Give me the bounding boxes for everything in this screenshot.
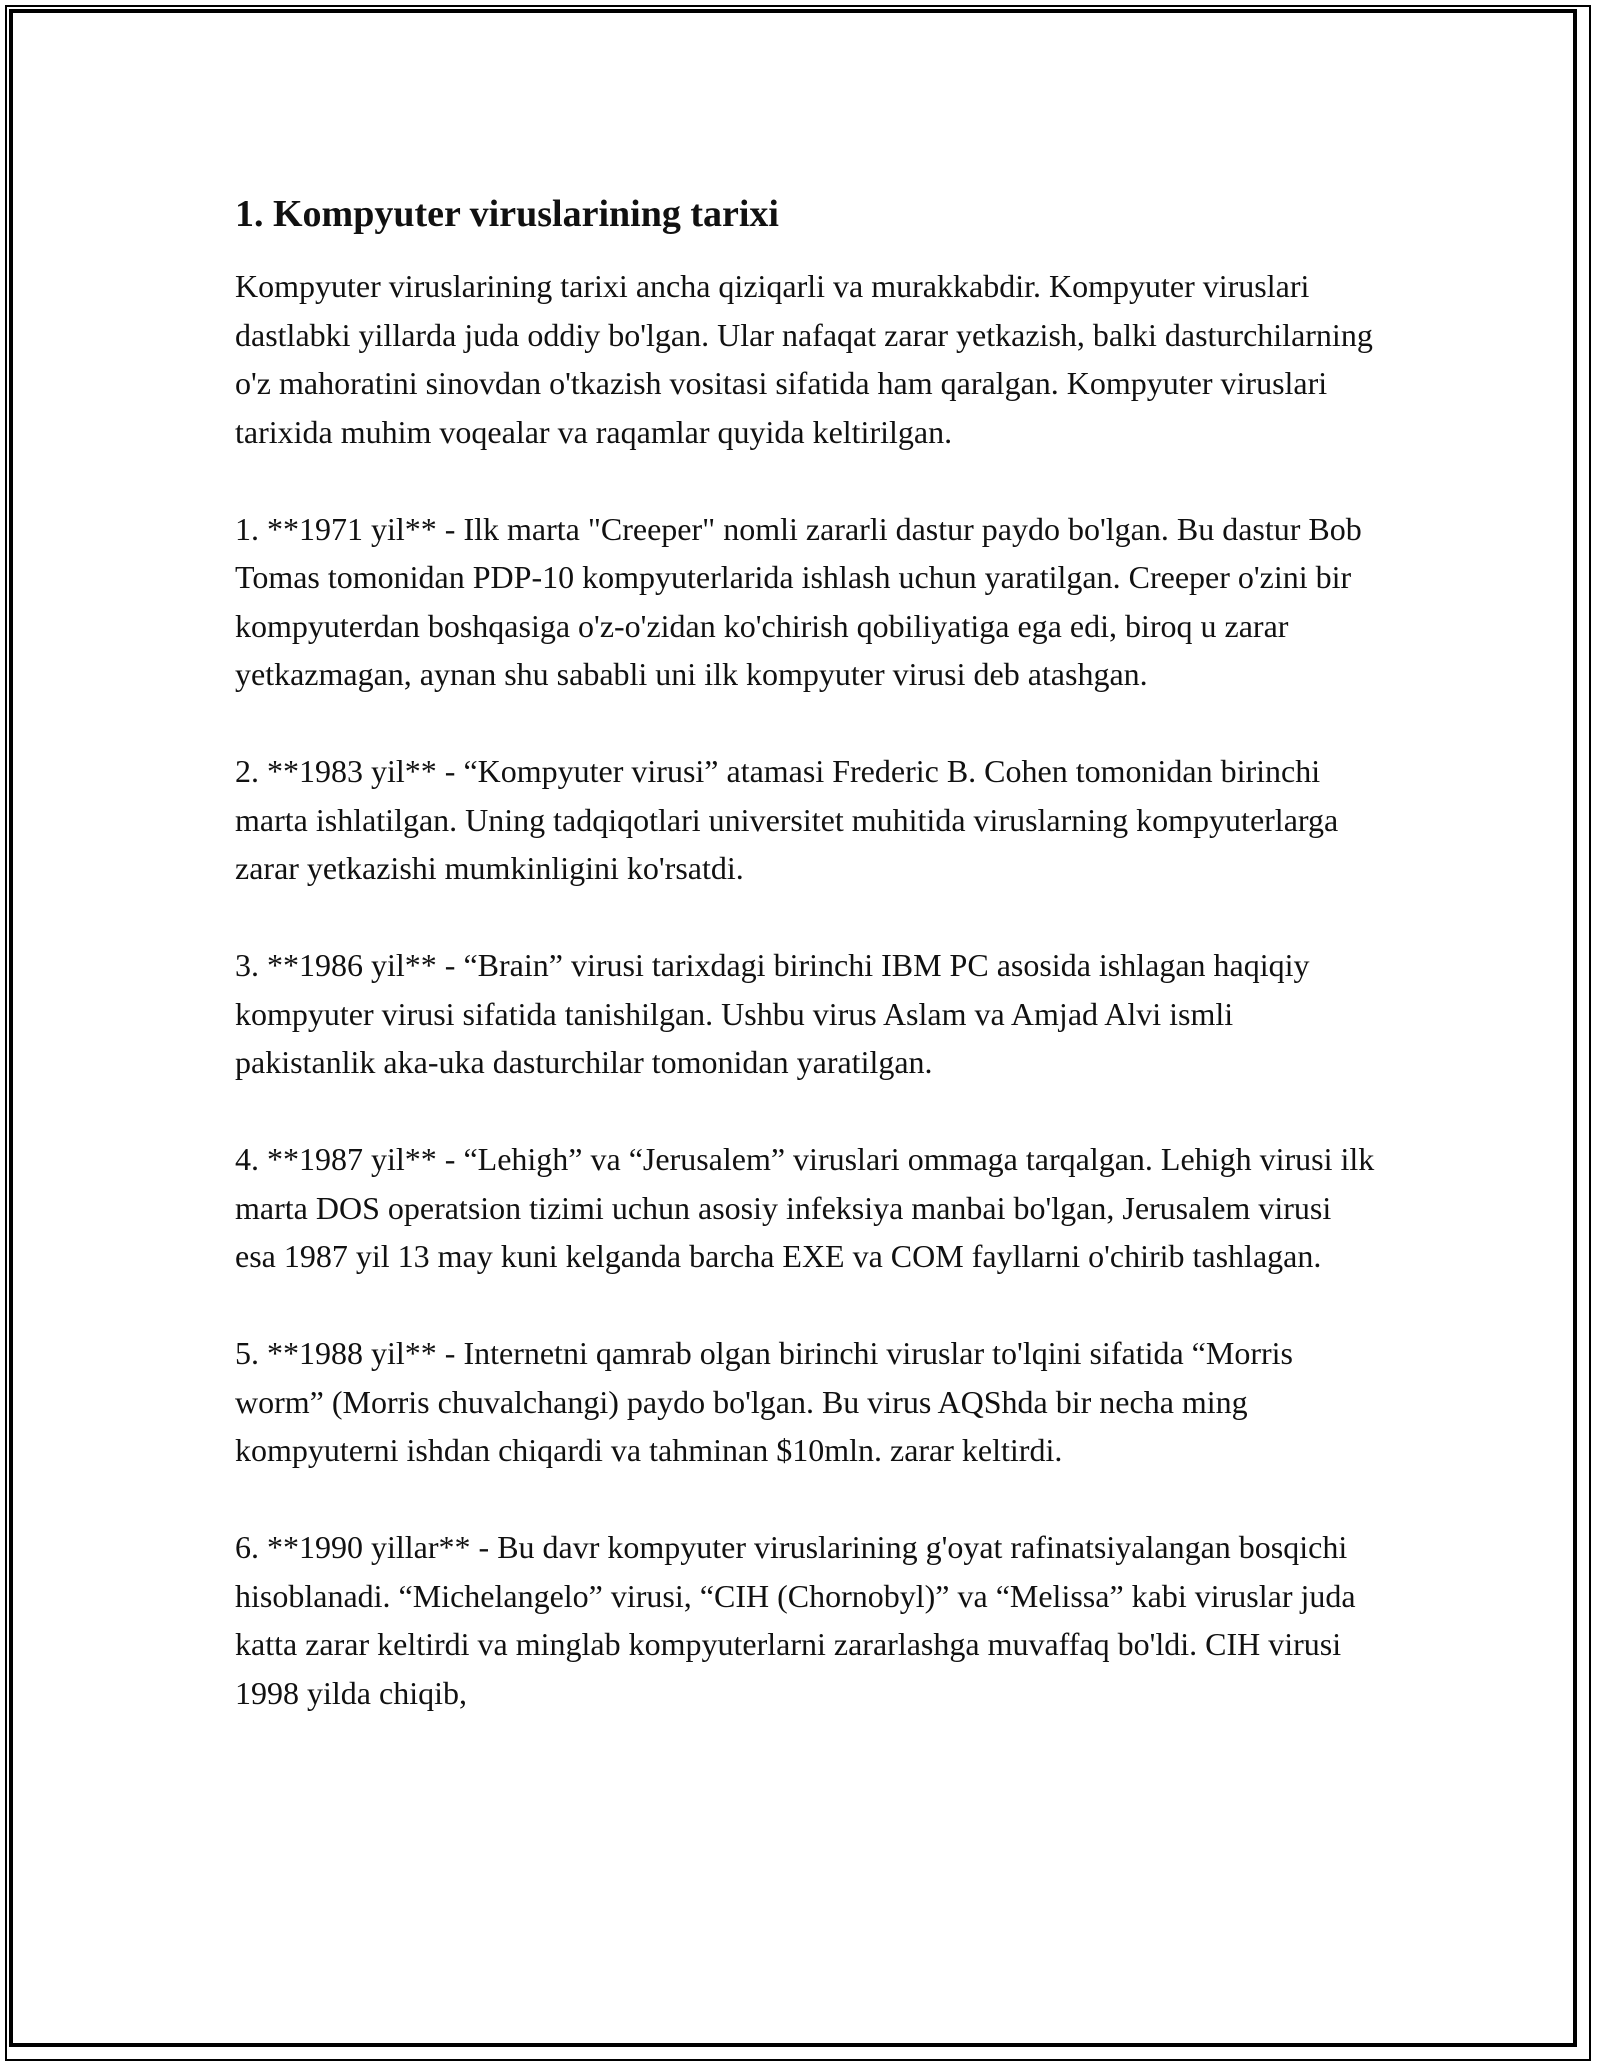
list-item-1983: 2. **1983 yil** - “Kompyuter virusi” atamasi Frederic B. Cohen tomonidan birinchi marta ishlatilgan. Uning tadqiqotlari universitet muhitida viruslarning kompyuterlarga zarar yetkazishi mumkinligini ko'rsatdi. [235,753,1339,886]
list-item-1971: 1. **1971 yil** - Ilk marta "Creeper" nomli zararli dastur paydo bo'lgan. Bu dastur Bob Tomas tomonidan PDP-10 kompyuterlarida ishlash uchun yaratilgan. Creeper o'zini bir kompyuterdan boshqasiga o'z-o'zidan ko'chirish qobiliyatiga ega edi, biroq u zarar yetkazmagan, aynan shu sababli uni ilk kompyuter virusi deb atashgan. [235,510,1362,692]
list-item-1988: 5. **1988 yil** - Internetni qamrab olgan birinchi viruslar to'lqini sifatida “Morris worm” (Morris chuvalchangi) paydo bo'lgan. Bu virus AQShda bir necha ming kompyuterni ishdan chiqardi va tahminan $10mln. zarar keltirdi. [235,1335,1293,1468]
section-heading: 1. Kompyuter viruslarining tarixi [235,193,779,235]
document-body [235,186,1375,1766]
intro-paragraph: Kompyuter viruslarining tarixi ancha qiziqarli va murakkabdir. Kompyuter viruslari dastlabki yillarda juda oddiy bo'lgan. Ular nafaqat zarar yetkazish, balki dasturchilarning o'z mahoratini sinovdan o'tkazish vositasi sifatida ham qaralgan. Kompyuter viruslari tarixida muhim voqealar va raqamlar quyida keltirilgan. [235,268,1373,450]
list-item-1986: 3. **1986 yil** - “Brain” virusi tarixdagi birinchi IBM PC asosida ishlagan haqiqiy kompyuter virusi sifatida tanishilgan. Ushbu virus Aslam va Amjad Alvi ismli pakistanlik aka-uka dasturchilar tomonidan yaratilgan. [235,947,1310,1080]
list-item-1987: 4. **1987 yil** - “Lehigh” va “Jerusalem” viruslari ommaga tarqalgan. Lehigh virusi ilk marta DOS operatsion tizimi uchun asosiy infeksiya manbai bo'lgan, Jerusalem virusi esa 1987 yil 13 may kuni kelganda barcha EXE va COM fayllarni o'chirib tashlagan. [235,1141,1375,1274]
list-item-1990s: 6. **1990 yillar** - Bu davr kompyuter viruslarining g'oyat rafinatsiyalangan bosqichi hisoblanadi. “Michelangelo” virusi, “CIH (Chornobyl)” va “Melissa” kabi viruslar juda katta zarar keltirdi va minglab kompyuterlarni zararlashga muvaffaq bo'ldi. CIH virusi 1998 yilda chiqib, [235,1529,1356,1711]
